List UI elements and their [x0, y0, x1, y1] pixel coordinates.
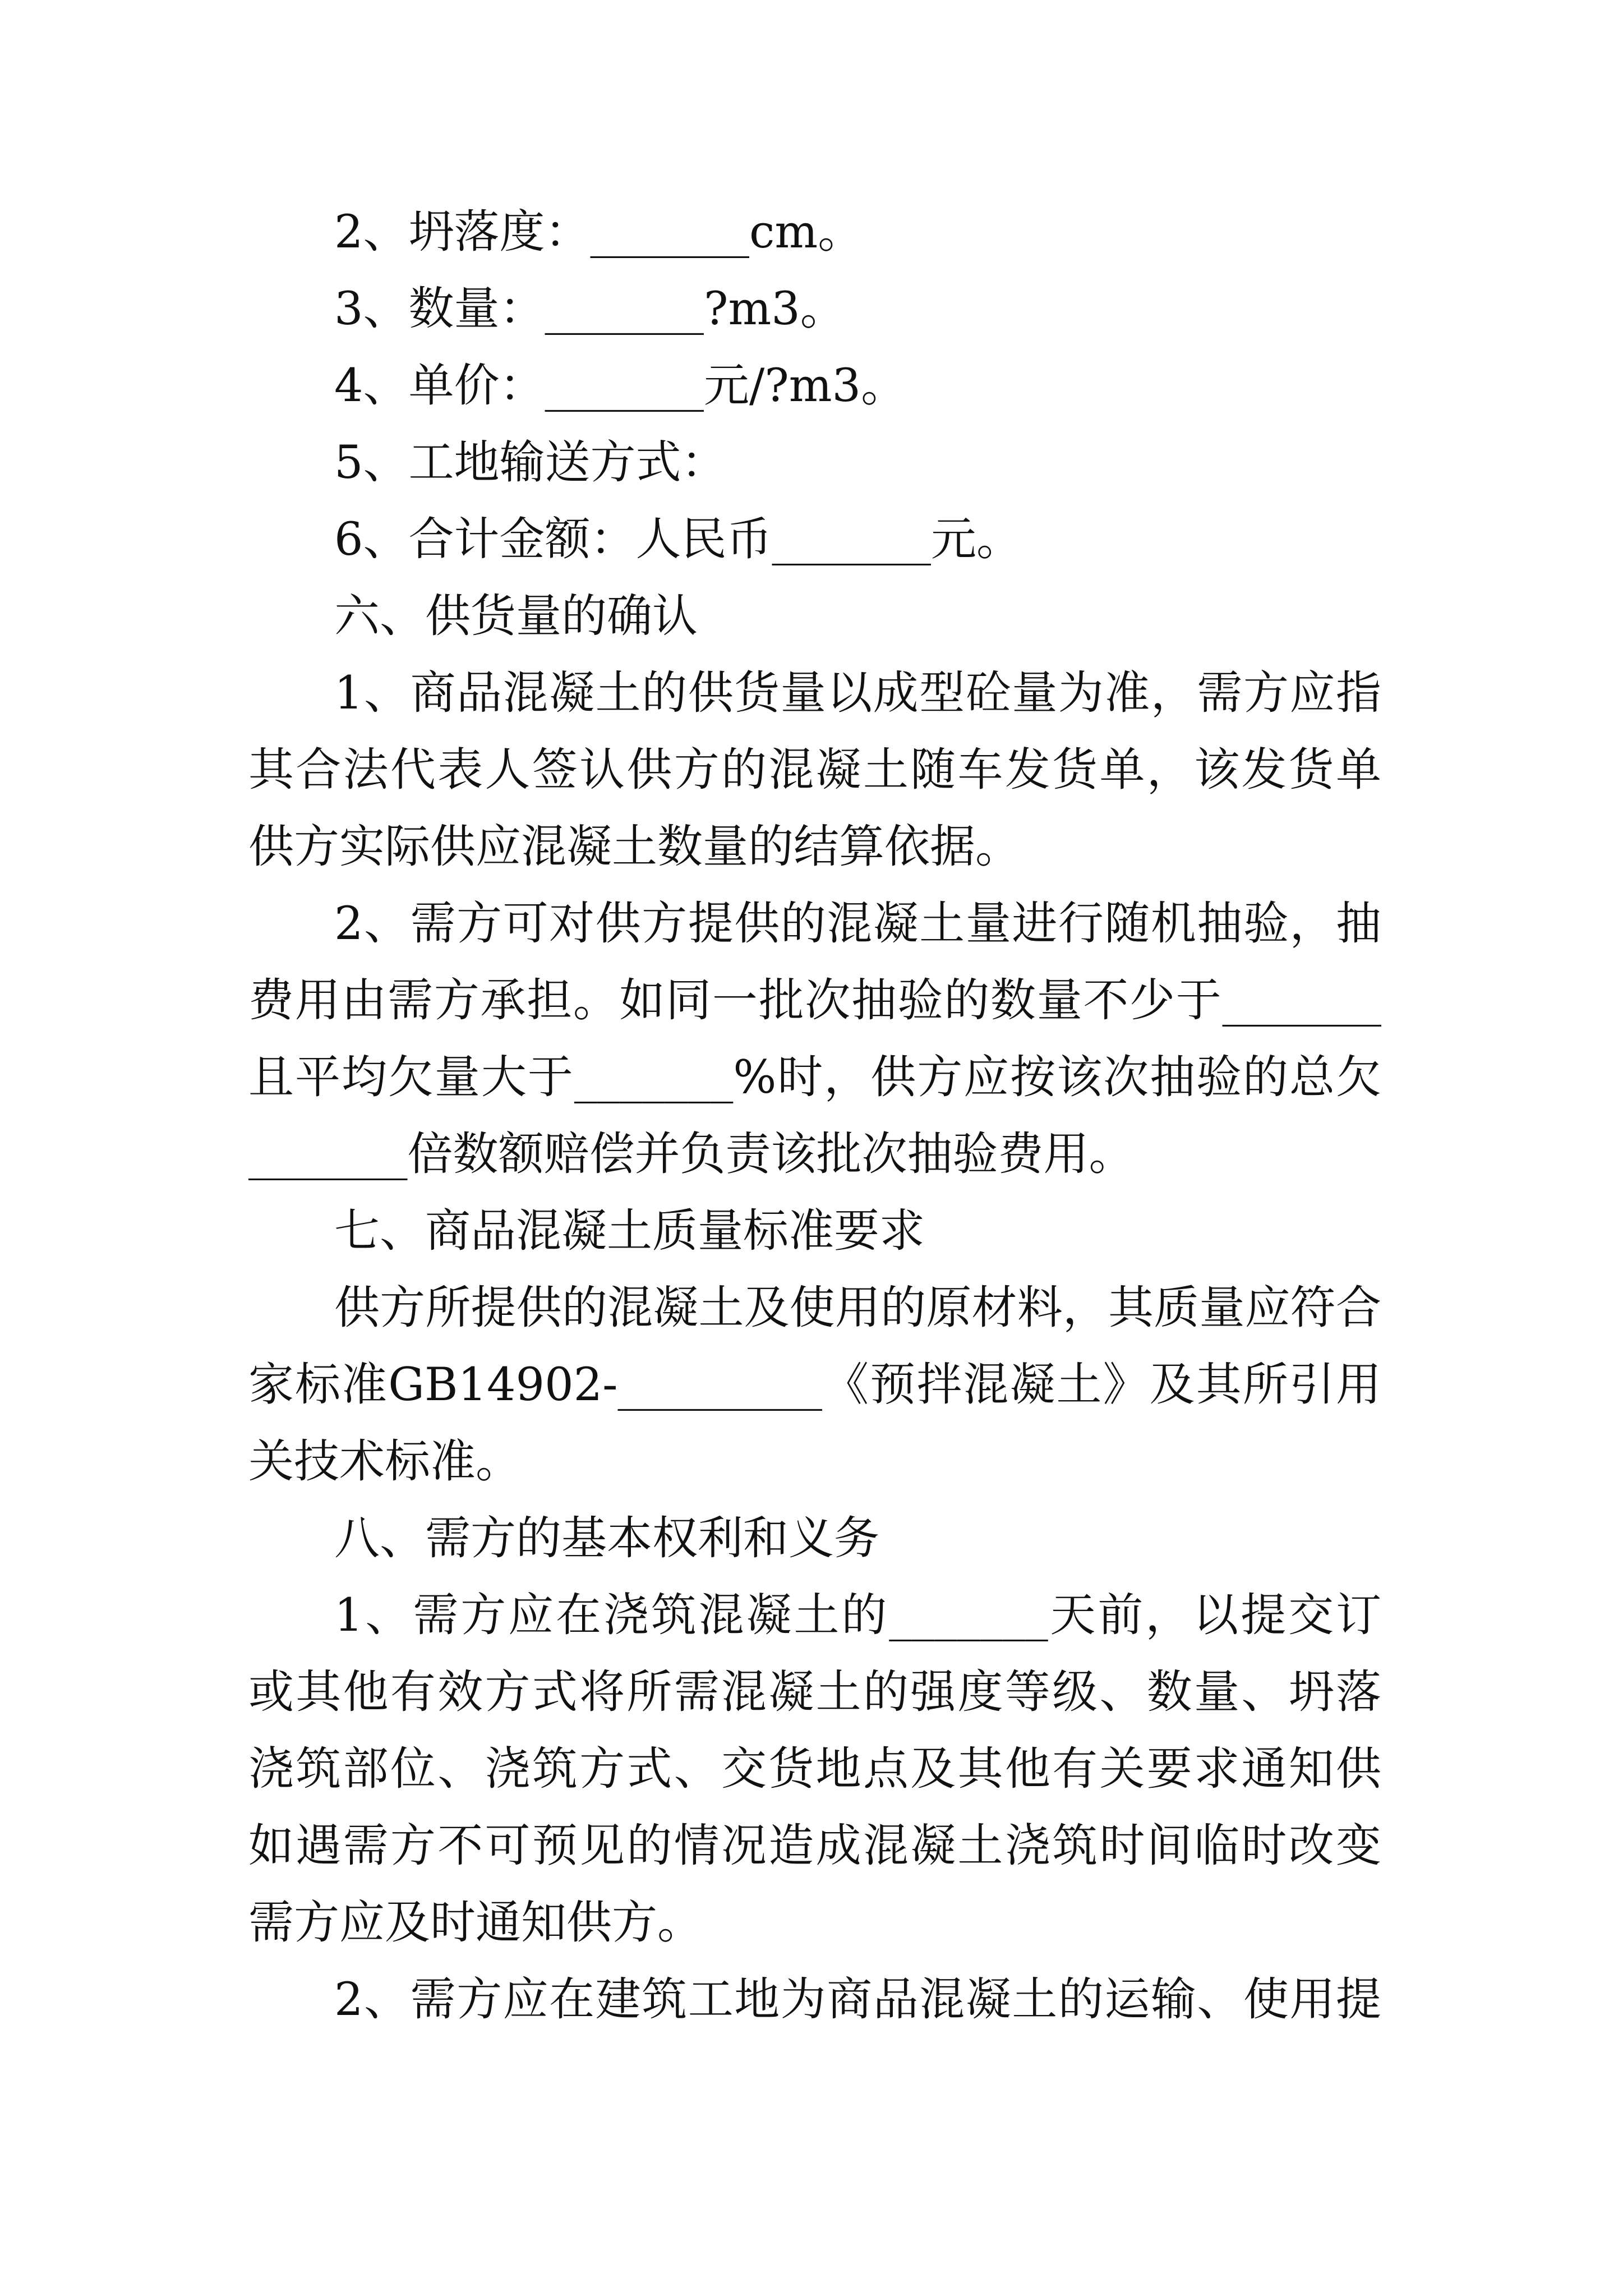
paragraph-line: 供方所提供的混凝土及使用的原材料，其质量应符合: [334, 1282, 1381, 1335]
paragraph-line: 家标准GB14902-_________《预拌混凝土》及其所引用: [248, 1359, 1381, 1411]
text-line-total-amount: 6、合计金额：人民币_______元。: [334, 513, 1022, 566]
paragraph-line: 其合法代表人签认供方的混凝土随车发货单，该发货单: [248, 744, 1381, 797]
text-line-unit-price: 4、单价：_______元/?m3。: [334, 360, 907, 412]
section-heading-8: 八、需方的基本权利和义务: [334, 1512, 880, 1565]
paragraph-line: 需方应及时通知供方。: [248, 1897, 703, 1949]
paragraph-line: 2、需方可对供方提供的混凝土量进行随机抽验，抽: [334, 898, 1381, 950]
paragraph-line: 且平均欠量大于_______%时，供方应按该次抽验的总欠: [248, 1051, 1381, 1104]
paragraph-line: _______倍数额赔偿并负责该批次抽验费用。: [248, 1128, 1135, 1181]
text-line-quantity: 3、数量：_______?m3。: [334, 283, 846, 335]
paragraph-line: 关技术标准。: [248, 1435, 522, 1488]
paragraph-line: 浇筑部位、浇筑方式、交货地点及其他有关要求通知供: [248, 1743, 1381, 1796]
paragraph-line: 费用由需方承担。如同一批次抽验的数量不少于_______: [248, 974, 1381, 1027]
text-line-slump: 2、坍落度：_______cm。: [334, 206, 864, 259]
text-line-delivery-method: 5、工地输送方式：: [334, 436, 727, 489]
paragraph-line: 如遇需方不可预见的情况造成混凝土浇筑时间临时改变: [248, 1820, 1381, 1872]
paragraph-line: 2、需方应在建筑工地为商品混凝土的运输、使用提: [334, 1973, 1381, 2026]
paragraph-line: 供方实际供应混凝土数量的结算依据。: [248, 821, 1021, 873]
paragraph-line: 或其他有效方式将所需混凝土的强度等级、数量、坍落: [248, 1666, 1381, 1719]
paragraph-line: 1、需方应在浇筑混凝土的_______天前，以提交订: [334, 1589, 1381, 1642]
section-heading-7: 七、商品混凝土质量标准要求: [334, 1205, 925, 1258]
section-heading-6: 六、供货量的确认: [334, 590, 698, 643]
paragraph-line: 1、商品混凝土的供货量以成型砼量为准，需方应指: [334, 667, 1381, 720]
